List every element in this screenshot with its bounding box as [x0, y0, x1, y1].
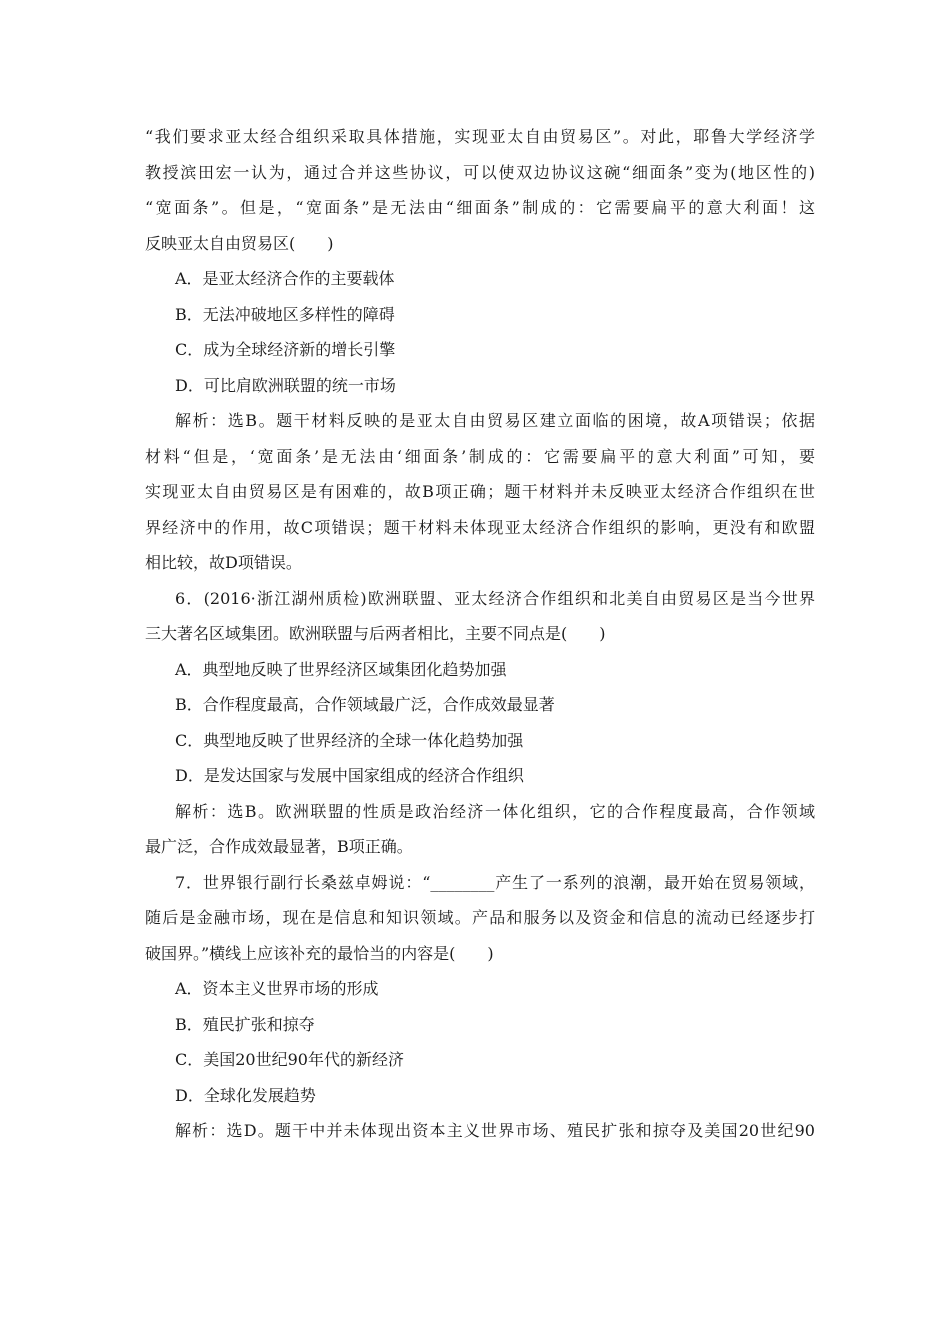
text-line: 破国界。”横线上应该补充的最恰当的内容是( ): [145, 943, 494, 963]
text-line: D．是发达国家与发展中国家组成的经济合作组织: [175, 766, 524, 785]
text-line: D．全球化发展趋势: [175, 1085, 316, 1105]
text-line: C．美国20世纪90年代的新经济: [175, 1050, 404, 1069]
text-line: 相比较，故D项错误。: [145, 553, 302, 572]
text-line: 三大著名区域集团。欧洲联盟与后两者相比，主要不同点是( ): [145, 624, 606, 643]
text-line: 6．(2016·浙江湖州质检)欧洲联盟、亚太经济合作组织和北美自由贸易区是当今世界: [175, 588, 815, 608]
text-line: C．成为全球经济新的增长引擎: [175, 340, 396, 359]
text-line: C．典型地反映了世界经济的全球一体化趋势加强: [175, 730, 524, 750]
text-line: A．是亚太经济合作的主要载体: [175, 269, 395, 288]
text-line: 解析：选D。题干中并未体现出资本主义世界市场、殖民扩张和掠夺及美国20世纪90: [175, 1121, 815, 1140]
text-line: B．殖民扩张和掠夺: [175, 1014, 315, 1034]
text-line: D．可比肩欧洲联盟的统一市场: [175, 375, 396, 395]
text-line: 材料“但是，‘宽面条’是无法由‘细面条’制成的：它需要扁平的意大利面”可知，要: [145, 446, 815, 466]
text-line: A．典型地反映了世界经济区域集团化趋势加强: [175, 659, 507, 679]
text-line: “宽面条”。但是，“宽面条”是无法由“细面条”制成的：它需要扁平的意大利面！这: [145, 198, 815, 217]
text-line: B．无法冲破地区多样性的障碍: [175, 304, 395, 324]
text-line: 界经济中的作用，故C项错误；题干材料未体现亚太经济合作组织的影响，更没有和欧盟: [145, 517, 815, 537]
text-line: 教授滨田宏一认为，通过合并这些协议，可以使双边协议这碗“细面条”变为(地区性的): [145, 162, 815, 182]
text-line: “我们要求亚太经合组织采取具体措施，实现亚太自由贸易区”。对此，耶鲁大学经济学: [145, 127, 815, 146]
text-line: 反映亚太自由贸易区( ): [145, 233, 334, 253]
text-line: 实现亚太自由贸易区是有困难的，故B项正确；题干材料并未反映亚太经济合作组织在世: [145, 482, 815, 501]
text-line: 随后是金融市场，现在是信息和知识领域。产品和服务以及资金和信息的流动已经逐步打: [145, 908, 815, 927]
text-line: 最广泛，合作成效最显著，B项正确。: [145, 837, 413, 856]
text-line: 解析：选B。欧洲联盟的性质是政治经济一体化组织，它的合作程度最高，合作领域: [175, 801, 815, 821]
text-line: 解析：选B。题干材料反映的是亚太自由贸易区建立面临的困境，故A项错误；依据: [175, 411, 815, 430]
text-line: B．合作程度最高，合作领域最广泛，合作成效最显著: [175, 695, 555, 714]
text-line: A．资本主义世界市场的形成: [175, 979, 379, 998]
text-line: 7．世界银行副行长桑兹卓姆说：“________产生了一系列的浪潮，最开始在贸易领域，: [175, 872, 815, 892]
